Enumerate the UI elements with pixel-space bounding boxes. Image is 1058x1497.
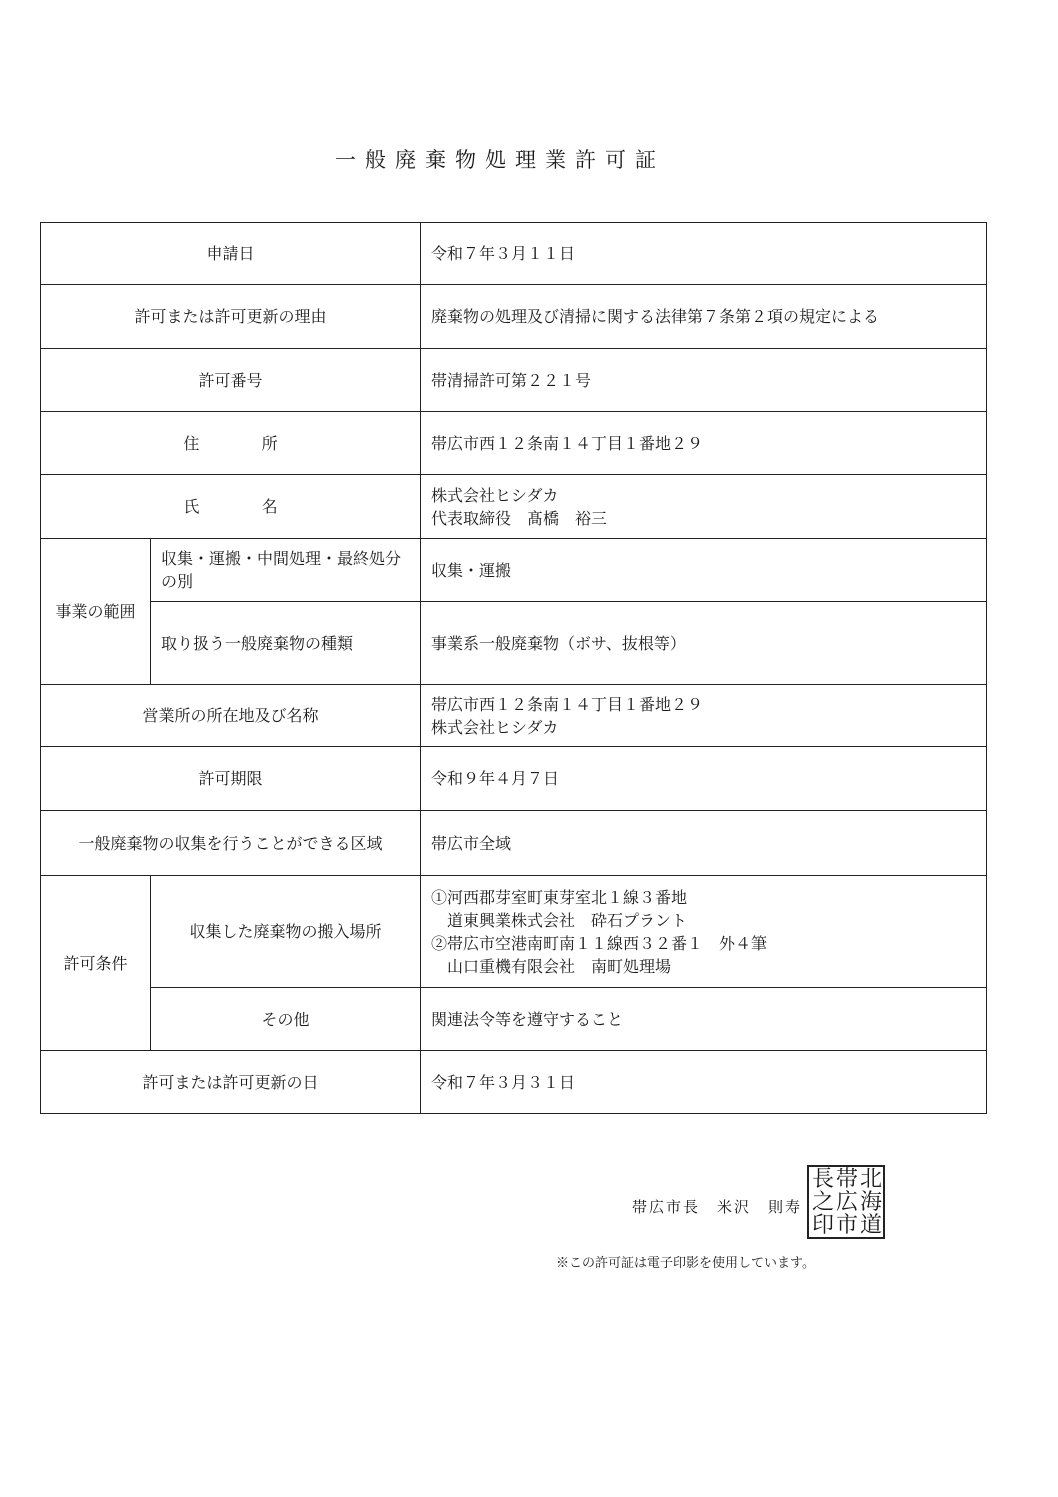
- delivery-site-1-operator: 道東興業株式会社 砕石プラント: [431, 910, 688, 930]
- permit-number-label: 許可番号: [41, 349, 421, 412]
- area-value: 帯広市全域: [421, 811, 987, 876]
- office-name: 株式会社ヒシダカ: [431, 717, 559, 737]
- row-conditions-other: [41, 988, 987, 1051]
- company-name: 株式会社ヒシダカ: [431, 485, 559, 505]
- renewal-date-value: 令和７年３月３１日: [421, 1051, 987, 1114]
- delivery-site-2-operator: 山口重機有限会社 南町処理場: [431, 956, 672, 976]
- address-value: 帯広市西１２条南１４丁目１番地２９: [421, 412, 987, 475]
- row-name: [41, 475, 987, 539]
- address-label-b: 所: [261, 433, 278, 453]
- document-title: 一般廃棄物処理業許可証: [335, 148, 665, 172]
- delivery-site-2: ②帯広市空港南町南１１線西３２番１ 外４筆: [431, 933, 768, 953]
- row-renewal-date: [41, 1051, 987, 1114]
- name-label-b: 名: [261, 497, 278, 516]
- row-reason: [41, 285, 987, 349]
- waste-type-value: 事業系一般廃棄物（ボサ、抜根等）: [421, 602, 987, 685]
- row-address: [41, 412, 987, 475]
- row-expiry: [41, 747, 987, 811]
- reason-label: 許可または許可更新の理由: [41, 285, 421, 349]
- electronic-seal-note: ※この許可証は電子印影を使用しています。: [556, 1256, 815, 1271]
- row-conditions-delivery: [41, 876, 987, 988]
- address-label-a: 住: [183, 433, 200, 453]
- official-seal: 北 海 道 帯 広 市 長 之 印: [807, 1165, 885, 1239]
- waste-type-label: 取り扱う一般廃棄物の種類: [151, 602, 421, 685]
- other-value: 関連法令等を遵守すること: [421, 988, 987, 1051]
- other-label: その他: [151, 988, 421, 1051]
- address-label: [41, 412, 421, 475]
- scope-group-label: 事業の範囲: [41, 539, 151, 685]
- representative-name: 代表取締役 髙橋 裕三: [431, 508, 608, 528]
- name-label-a: 氏: [183, 497, 200, 516]
- classification-value: 収集・運搬: [421, 539, 987, 602]
- name-label: [41, 475, 421, 539]
- office-value: [421, 685, 987, 747]
- name-value: [421, 475, 987, 539]
- permit-number-value: 帯清掃許可第２２１号: [421, 349, 987, 412]
- expiry-label: 許可期限: [41, 747, 421, 811]
- signer-name: 帯広市長 米沢 則寿: [632, 1198, 803, 1216]
- row-application-date: [41, 223, 987, 285]
- area-label: 一般廃棄物の収集を行うことができる区域: [41, 811, 421, 876]
- row-area: [41, 811, 987, 876]
- permit-table: [40, 222, 987, 1114]
- application-date-value: 令和７年３月１１日: [421, 223, 987, 285]
- expiry-value: 令和９年４月７日: [421, 747, 987, 811]
- delivery-label: 収集した廃棄物の搬入場所: [151, 876, 421, 988]
- row-scope-classification: [41, 539, 987, 602]
- conditions-group-label: 許可条件: [41, 876, 151, 1051]
- row-office: [41, 685, 987, 747]
- row-permit-number: [41, 349, 987, 412]
- classification-label: 収集・運搬・中間処理・最終処分の別: [151, 539, 421, 602]
- application-date-label: 申請日: [41, 223, 421, 285]
- renewal-date-label: 許可または許可更新の日: [41, 1051, 421, 1114]
- office-address: 帯広市西１２条南１４丁目１番地２９: [431, 694, 704, 714]
- reason-value: 廃棄物の処理及び清掃に関する法律第７条第２項の規定による: [421, 285, 987, 349]
- office-label: 営業所の所在地及び名称: [41, 685, 421, 747]
- row-scope-waste-type: [41, 602, 987, 685]
- delivery-site-1: ①河西郡芽室町東芽室北１線３番地: [431, 887, 688, 907]
- delivery-value: [421, 876, 987, 988]
